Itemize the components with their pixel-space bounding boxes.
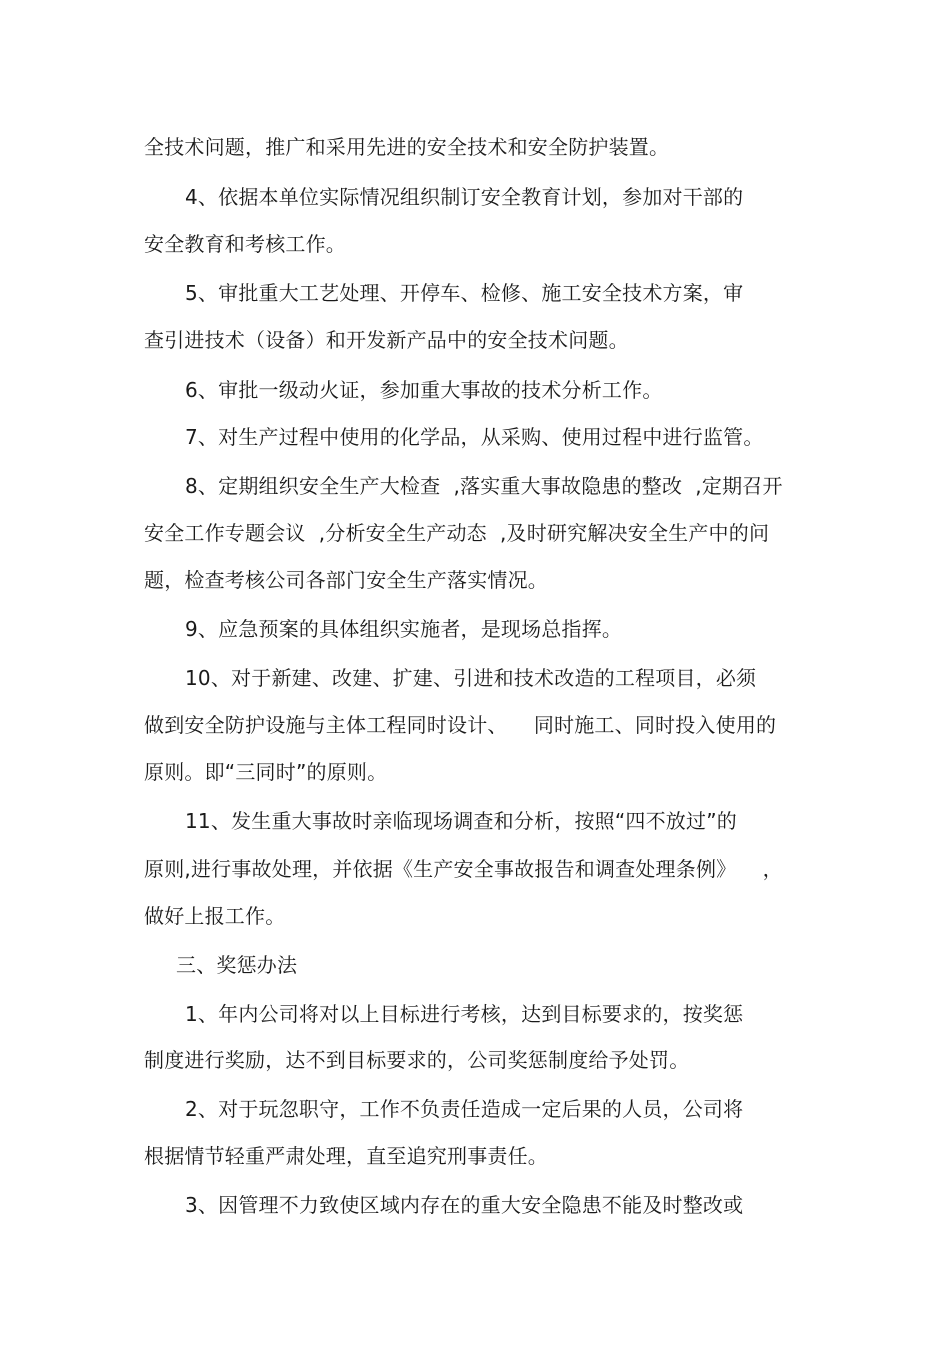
text-line: 题，检查考核公司各部门安全生产落实情况。 <box>144 568 548 592</box>
text-line: 4、依据本单位实际情况组织制订安全教育计划，参加对干部的 <box>185 185 744 209</box>
text-line: 11、发生重大事故时亲临现场调查和分析，按照“四不放过”的 <box>185 809 737 833</box>
text-line: 根据情节轻重严肃处理，直至追究刑事责任。 <box>144 1144 548 1168</box>
text-line: 做好上报工作。 <box>144 904 286 928</box>
text-line: 原则,进行事故处理，并依据《生产安全事故报告和调查处理条例》 ， <box>144 857 783 881</box>
text-line: 8、定期组织安全生产大检查 ,落实重大事故隐患的整改 ,定期召开 <box>185 474 783 498</box>
text-line: 做到安全防护设施与主体工程同时设计、 同时施工、同时投入使用的 <box>144 713 777 737</box>
text-line: 安全工作专题会议 ,分析安全生产动态 ,及时研究解决安全生产中的问 <box>144 521 770 545</box>
text-line: 9、应急预案的具体组织实施者，是现场总指挥。 <box>185 617 623 641</box>
text-line: 原则。即“三同时”的原则。 <box>144 760 388 784</box>
text-line: 10、对于新建、改建、扩建、引进和技术改造的工程项目，必须 <box>185 666 757 690</box>
text-line: 2、对于玩忽职守，工作不负责任造成一定后果的人员，公司将 <box>185 1097 744 1121</box>
text-line: 3、因管理不力致使区域内存在的重大安全隐患不能及时整改或 <box>185 1193 744 1217</box>
text-line: 查引进技术（设备）和开发新产品中的安全技术问题。 <box>144 328 629 352</box>
text-line: 1、年内公司将对以上目标进行考核，达到目标要求的，按奖惩 <box>185 1002 744 1026</box>
text-line: 6、审批一级动火证，参加重大事故的技术分析工作。 <box>185 378 663 402</box>
text-line: 安全教育和考核工作。 <box>144 232 346 256</box>
text-line: 全技术问题，推广和采用先进的安全技术和安全防护装置。 <box>144 135 670 159</box>
text-line: 制度进行奖励，达不到目标要求的，公司奖惩制度给予处罚。 <box>144 1048 690 1072</box>
text-line: 5、审批重大工艺处理、开停车、检修、施工安全技术方案，审 <box>185 281 744 305</box>
section-heading: 三、奖惩办法 <box>176 953 298 977</box>
text-line: 7、对生产过程中使用的化学品，从采购、使用过程中进行监管。 <box>185 425 764 449</box>
